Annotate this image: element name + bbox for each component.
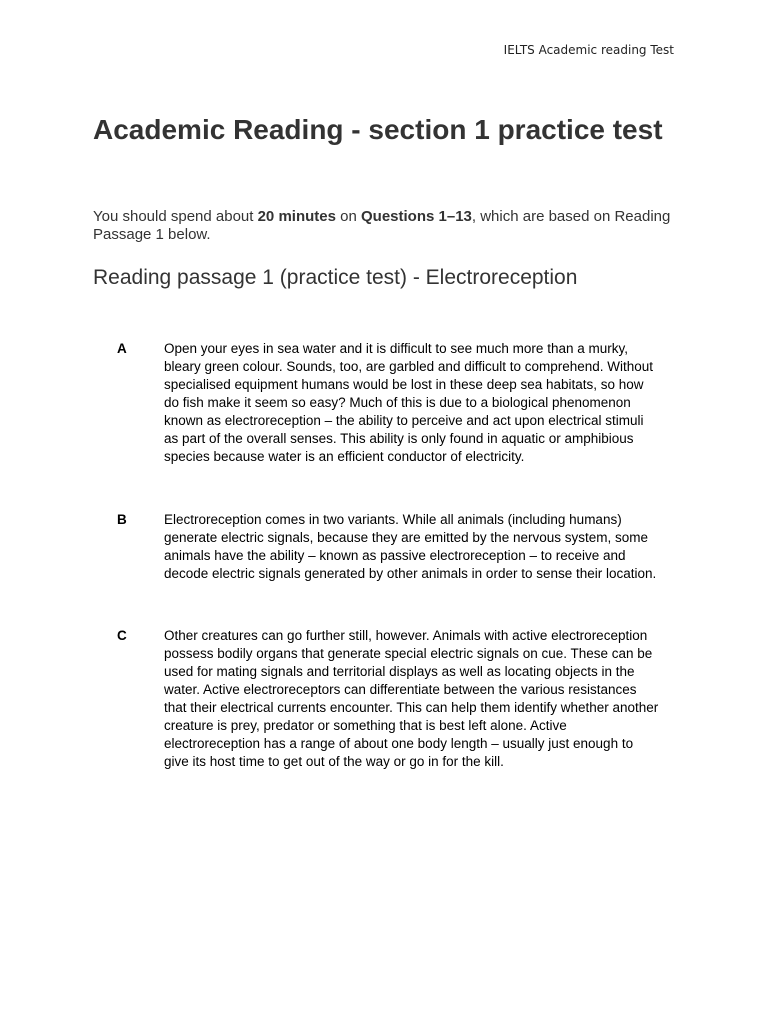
instructions-part1: You should spend about: [93, 208, 258, 225]
instructions-time: 20 minutes: [257, 208, 336, 225]
running-header: IELTS Academic reading Test: [503, 43, 674, 57]
instructions-questions: Questions 1–13: [361, 208, 472, 225]
document-title: Academic Reading - section 1 practice test: [93, 114, 663, 145]
paragraph-text: Other creatures can go further still, however. Animals with active electroreception possess bodily organs that generate special electric signals on cue. These can be used for mating signals and territorial displays as well as locating objects in the water. Active electroreceptors can differentiate between the various resistances that their electrical currents encounter. This can help them identify whether another creature is prey, predator or something that is best left alone. Active electroreception has a range of about one body length – usually just enough to give its host time to get out of the way or go in for the kill.: [164, 628, 659, 769]
paragraph-text: Open your eyes in sea water and it is difficult to see much more than a murky, bleary green colour. Sounds, too, are garbled and difficult to comprehend. Without specialised equipment humans would be lost in these deep sea habitats, so how do fish make it seem so easy? Much of this is due to a biological phenomenon known as electroreception – the ability to perceive and act upon electrical stimuli as part of the overall senses. This ability is only found in aquatic or amphibious species because water is an efficient conductor of electricity.: [164, 341, 654, 464]
instructions-part2: on: [335, 208, 361, 225]
instructions: [93, 208, 683, 244]
paragraph-letter: A: [117, 341, 127, 356]
paragraph-text: Electroreception comes in two variants. While all animals (including humans) generate electric signals, because they are emitted by the nervous system, some animals have the ability – known as passive electroreception – to receive and decode electric signals generated by other animals in order to sense their location.: [164, 512, 657, 581]
paragraph-letter: C: [117, 628, 127, 643]
instructions-part3: , which are based on Reading Passage 1 below.: [93, 208, 671, 243]
paragraph-letter: B: [117, 512, 127, 527]
passage-title: Reading passage 1 (practice test) - Electroreception: [93, 266, 578, 289]
